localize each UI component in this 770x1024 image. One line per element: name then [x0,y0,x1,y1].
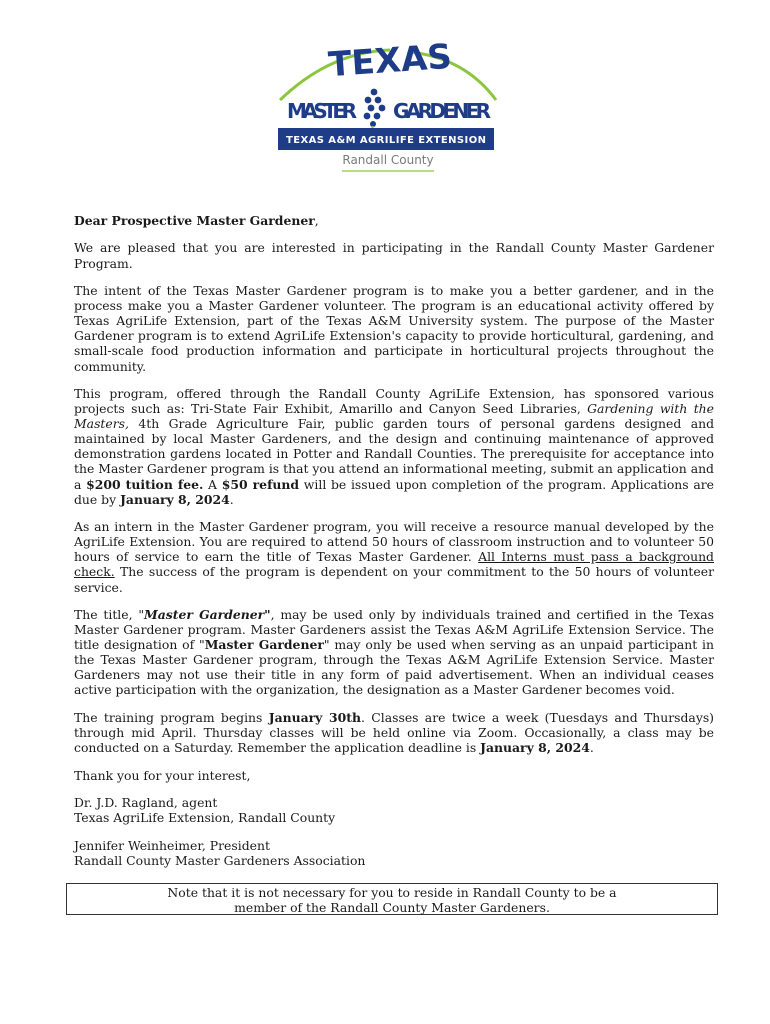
tuition-fee: $200 tuition fee. [86,476,204,492]
paragraph-title: The title, "Master Gardener", may be used only by individuals trained and certified in the Texas Master Gardener program. Master Gardeners assist the Texas A&M AgriLife Extension Service. The title designation of "Master Gardener" may only be used when serving as an unpaid participant in the Texas Master Gardener program, through the Texas A&M AgriLife Extension Service. Master Gardeners may not use their title in any form of paid advertisement. When an individual ceases active participation with the organization, the designation as a Master Gardener becomes void. [74,607,715,698]
signer1-org: Texas AgriLife Extension, Randall County [74,810,336,826]
paragraph-program: This program, offered through the Randall County AgriLife Extension, has sponsored various projects such as: Tri-State Fair Exhibit, Amarillo and Canyon Seed Libraries, Gardening with the Masters, 4th Grade Agriculture Fair, public garden tours of personal gardens designed and maintained by local Master Gardeners, and the design and continuing maintenance of approved demonstration gardens located in Potter and Randall Counties. The prerequisite for acceptance into the Master Gardener program is that you attend an informational meeting, submit an application and a $200 tuition fee. A $50 refund will be issued upon completion of the program. Applications are due by January 8, 2024. [74,386,715,507]
training-start-date: January 30th [268,709,362,725]
logo-texas: TEXAS [327,36,454,86]
note-line-2: member of the Randall County Master Gardeners. [234,899,550,915]
paragraph-training: The training program begins January 30th. Classes are twice a week (Tuesdays and Thursdays) through mid April. Thursday classes will be held online via Zoom. Occasionally, a class may be conducted on a Saturday. Remember the application deadline is January 8, 2024. [74,709,715,756]
residency-note-box [66,883,718,915]
signer2-name: Jennifer Weinheimer, President [74,837,270,853]
refund: $50 refund [221,476,300,492]
paragraph-intent: The intent of the Texas Master Gardener program is to make you a better gardener, and in the process make you a Master Gardener volunteer. The program is an educational activity offered by Texas AgriLife Extension, part of the Texas A&M University system. The purpose of the Master Gardener program is to extend AgriLife Extension's capacity to provide horticultural, gardening, and small-scale food production information and participate in horticultural projects throughout the community. [74,283,714,374]
paragraph-intern: As an intern in the Master Gardener program, you will receive a resource manual developed by the AgriLife Extension. You are required to attend 50 hours of classroom instruction and to volunteer 50 hours of service to earn the title of Texas Master Gardener. All Interns must pass a background check. The success of the program is dependent on your commitment to the 50 hours of volunteer service. [74,519,714,595]
logo-banner-text: TEXAS A&M AGRILIFE EXTENSION [286,135,486,146]
signer2-org: Randall County Master Gardeners Association [74,852,366,868]
letter-body [74,213,714,868]
background-check-note: All Interns must pass a background check. [74,549,714,580]
deadline-date: January 8, 2024 [480,740,590,756]
logo-gardener: GARDENER [393,99,491,123]
paragraph-intro: We are pleased that you are interested in participating in the Randall County Master Gardener Program. [74,240,714,271]
logo-county: Randall County [342,153,434,167]
closing: Thank you for your interest, [74,767,251,783]
texas-master-gardener-logo [270,30,510,180]
signer1-name: Dr. J.D. Ragland, agent [74,795,218,811]
note-line-1: Note that it is not necessary for you to reside in Randall County to be a [167,885,617,900]
logo-master: MASTER [287,99,357,123]
application-due-date: January 8, 2024 [120,491,230,507]
salutation: Dear Prospective Master Gardener, [74,213,319,228]
logo-graphic [270,30,510,180]
